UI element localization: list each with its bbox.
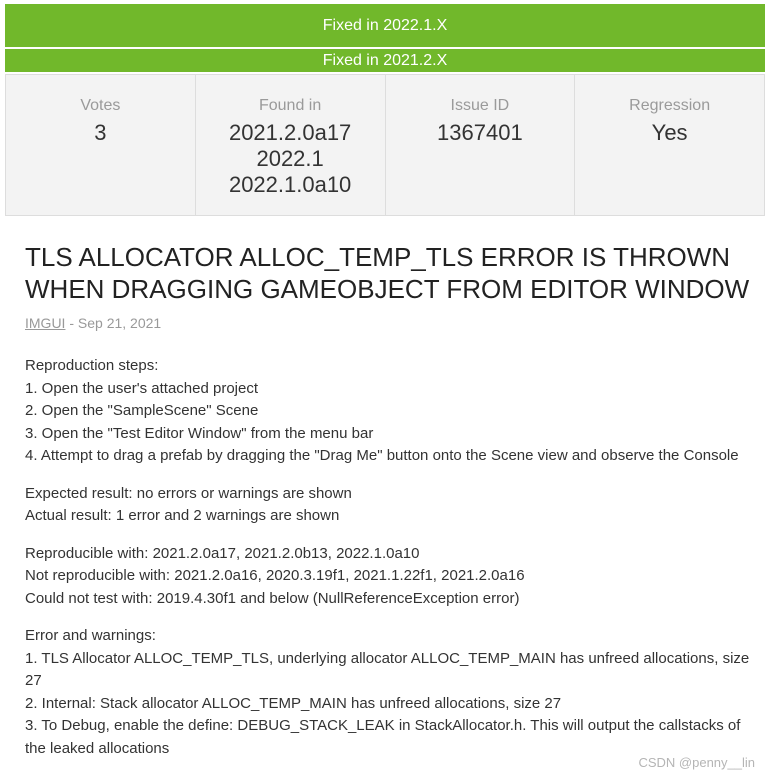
text-line: 1. TLS Allocator ALLOC_TEMP_TLS, underlying allocator ALLOC_TEMP_MAIN has unfreed allocations, size 27 [25, 649, 750, 689]
stat-value: 3 [94, 120, 107, 145]
stat-label: Issue ID [450, 97, 510, 114]
issue-meta [25, 313, 161, 333]
stat-value: 1367401 [437, 120, 523, 145]
stat-votes [6, 75, 196, 215]
text-line: Expected result: no errors or warnings are shown [25, 484, 352, 502]
reproduction-steps [25, 355, 753, 468]
stat-value: Yes [651, 120, 688, 145]
text-line: Error and warnings: [25, 627, 156, 644]
stat-label: Votes [80, 97, 121, 114]
stat-regression [575, 75, 764, 215]
errors-and-warnings [25, 625, 753, 760]
version-info [25, 543, 753, 611]
issue-title: TLS ALLOCATOR ALLOC_TEMP_TLS ERROR IS THROWN WHEN DRAGGING GAMEOBJECT FROM EDITOR WINDOW [25, 242, 750, 304]
stat-found-in [196, 75, 386, 215]
text-line: 2. Internal: Stack allocator ALLOC_TEMP_MAIN has unfreed allocations, size 27 [25, 694, 562, 712]
text-line: Could not test with: 2019.4.30f1 and below (NullReferenceException error) [25, 589, 520, 607]
results [25, 483, 753, 528]
meta-separator: - [65, 315, 78, 331]
text-line: 3. Open the "Test Editor Window" from the menu bar [25, 424, 374, 442]
text-line: Reproducible with: 2021.2.0a17, 2021.2.0b13, 2022.1.0a10 [25, 544, 420, 562]
text-line: 2. Open the "SampleScene" Scene [25, 402, 259, 419]
text-line: 1. Open the user's attached project [25, 379, 259, 397]
text-line: Actual result: 1 error and 2 warnings are shown [25, 507, 340, 524]
stat-issue-id [386, 75, 576, 215]
stat-label: Found in [258, 97, 322, 114]
text-line: 3. To Debug, enable the define: DEBUG_STACK_LEAK in StackAllocator.h. This will output the callstacks of the leaked allocations [25, 717, 741, 757]
watermark: CSDN @penny__lin [638, 755, 755, 770]
text-line: Reproduction steps: [25, 357, 159, 374]
fixed-in-banner-2022: Fixed in 2022.1.X [5, 4, 765, 47]
text-line: Not reproducible with: 2021.2.0a16, 2020.3.19f1, 2021.1.22f1, 2021.2.0a16 [25, 567, 525, 584]
issue-description [25, 355, 753, 775]
stat-value: 2022.1 [256, 146, 324, 171]
category-link[interactable]: IMGUI [25, 315, 66, 331]
stat-value: 2022.1.0a10 [228, 172, 352, 197]
stat-value: 2021.2.0a17 [228, 120, 352, 145]
text-line: 4. Attempt to drag a prefab by dragging the "Drag Me" button onto the Scene view and observe the Console [25, 447, 739, 464]
issue-stats-panel [5, 74, 765, 216]
stat-label: Regression [629, 97, 711, 114]
issue-date: Sep 21, 2021 [77, 315, 162, 331]
fixed-in-banner-2021: Fixed in 2021.2.X [5, 49, 765, 72]
